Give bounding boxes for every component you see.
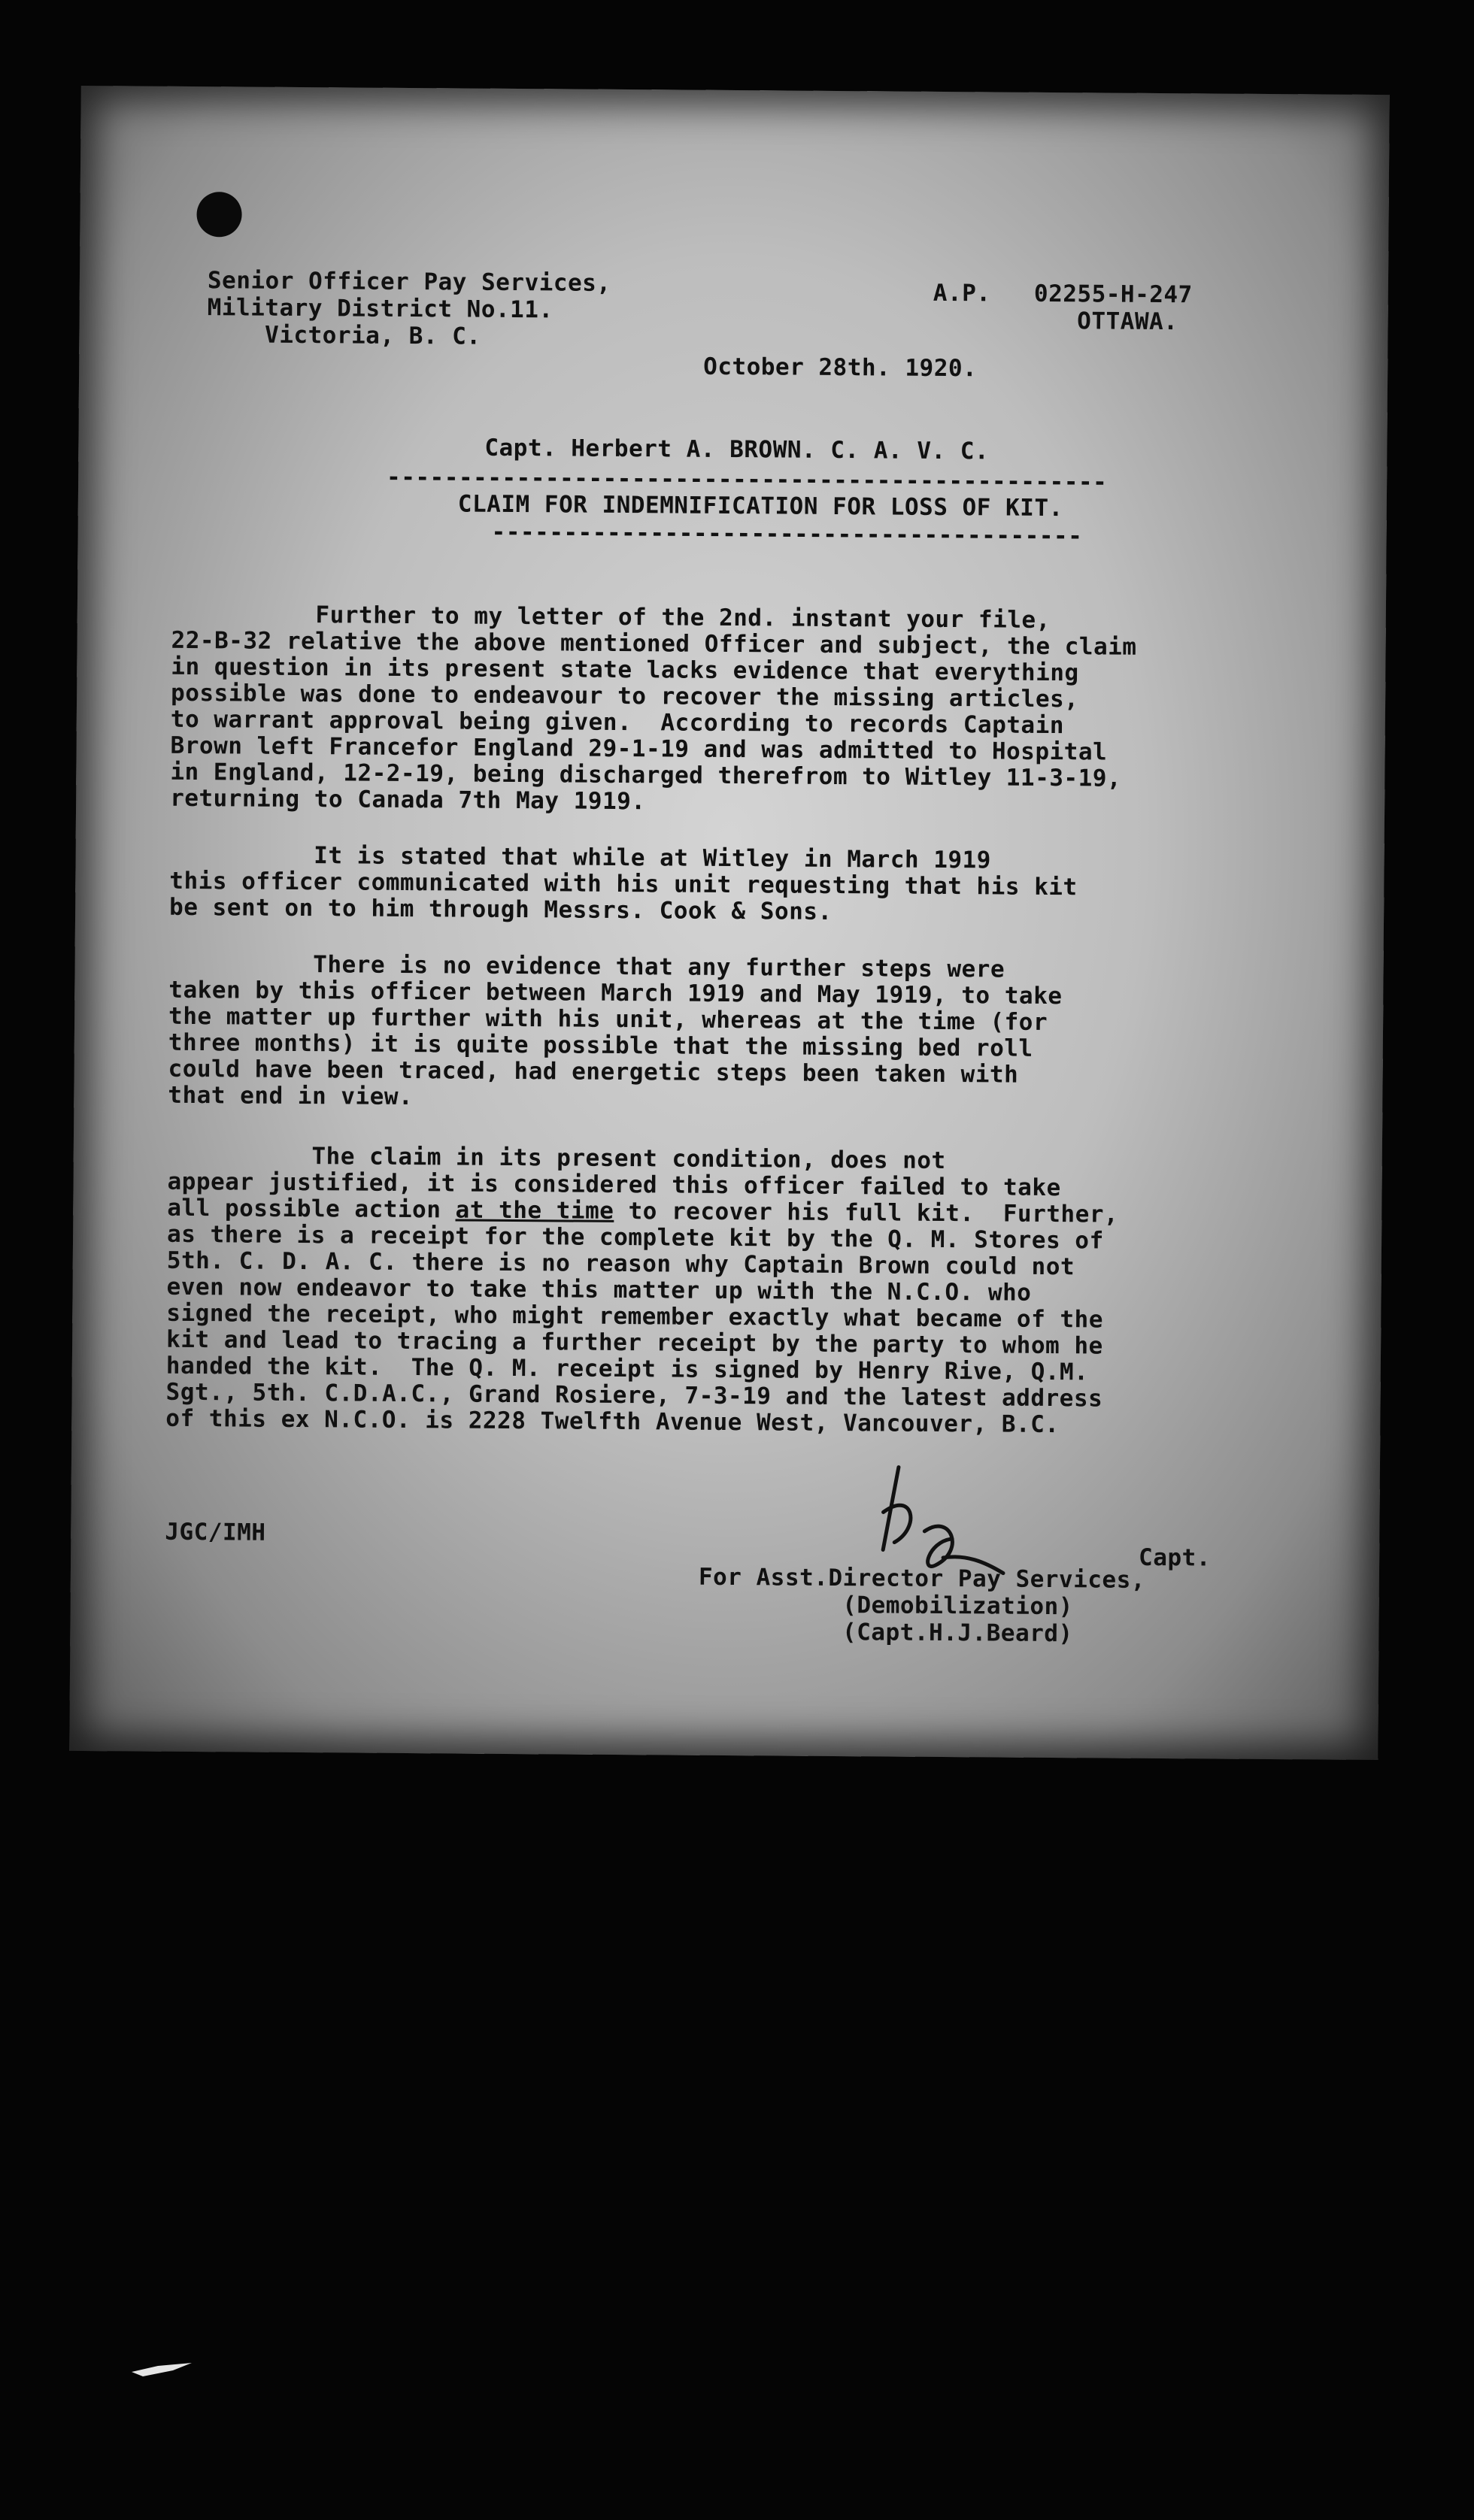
typist-initials: JGC/IMH: [165, 1518, 266, 1546]
divider-bottom: -----------------------------------------: [491, 518, 1083, 550]
paragraph-1: Further to my letter of the 2nd. instant your file, 22-B-32 relative the above mentioned Officer and subject, the claim in question in its present state lacks evidence that everything possible was done to endeavour to recover the missing articles, to warrant approval being given. According to records Captain Brown left Francefor England 29-1-19 and was admitted to Hospital in England, 12-2-19, being discharged therefrom to Witley 11-3-19, returning to Canada 7th May 1919.: [170, 600, 1137, 816]
paper-fragment: [128, 2357, 196, 2379]
underlined-phrase: at the time: [455, 1196, 614, 1225]
paragraph-3: There is no evidence that any further steps were taken by this officer between March 1919 and May 1919, to take the matter up further with his unit, whereas at the time (for three months) it is quite possible that the missing bed roll could have been traced, had energetic steps been taken with that end in view.: [168, 950, 1063, 1111]
reference-block: [933, 280, 1192, 335]
letter-date: October 28th. 1920.: [703, 353, 978, 383]
handwritten-signature: [853, 1459, 1011, 1588]
subject-title: CLAIM FOR INDEMNIFICATION FOR LOSS OF KIT.: [457, 490, 1063, 522]
document-page: [69, 86, 1389, 1760]
signoff-line-3: (Capt.H.J.Beard): [698, 1617, 1073, 1648]
address-line-3: Victoria, B. C.: [207, 321, 481, 350]
punch-hole: [196, 192, 241, 237]
address-line-1: Senior Officer Pay Services,: [207, 267, 611, 297]
paragraph-4: [165, 1143, 1118, 1439]
paragraph-2: It is stated that while at Witley in March 1919 this officer communicated with his unit requesting that his kit be sent on to him through Messrs. Cook & Sons.: [169, 841, 1078, 925]
paragraph-4-lead: The claim in its present condition, does not appear justified, it is considered this officer failed to take all possible action: [167, 1141, 1061, 1224]
sender-address: [207, 267, 611, 351]
address-line-2: Military District No.11.: [207, 294, 554, 324]
subject-name: Capt. Herbert A. BROWN. C. A. V. C.: [484, 434, 990, 465]
rank-label: Capt.: [1138, 1543, 1212, 1572]
file-reference: A.P. 02255-H-247: [933, 279, 1193, 309]
signoff-line-1: For Asst.Director Pay Services,: [698, 1563, 1146, 1594]
city-line: OTTAWA.: [1077, 307, 1178, 336]
divider-top: --------------------------------------------------: [387, 463, 1108, 496]
signoff-line-2: (Demobilization): [698, 1590, 1074, 1621]
paragraph-4-rest: to recover his full kit. Further, as there is a receipt for the complete kit by the Q. M. Stores of 5th. C. D. A. C. there is no reason why Captain Brown could not even now endeavor to take this matter up with the N.C.O. who signed the receipt, who might remember exactly what became of the kit and lead to tracing a further receipt by the party to whom he handed the kit. The Q. M. receipt is signed by Henry Rive, Q.M. Sgt., 5th. C.D.A.C., Grand Rosiere, 7-3-19 and the latest address of this ex N.C.O. is 2228 Twelfth Avenue West, Vancouver, B.C.: [165, 1197, 1119, 1439]
